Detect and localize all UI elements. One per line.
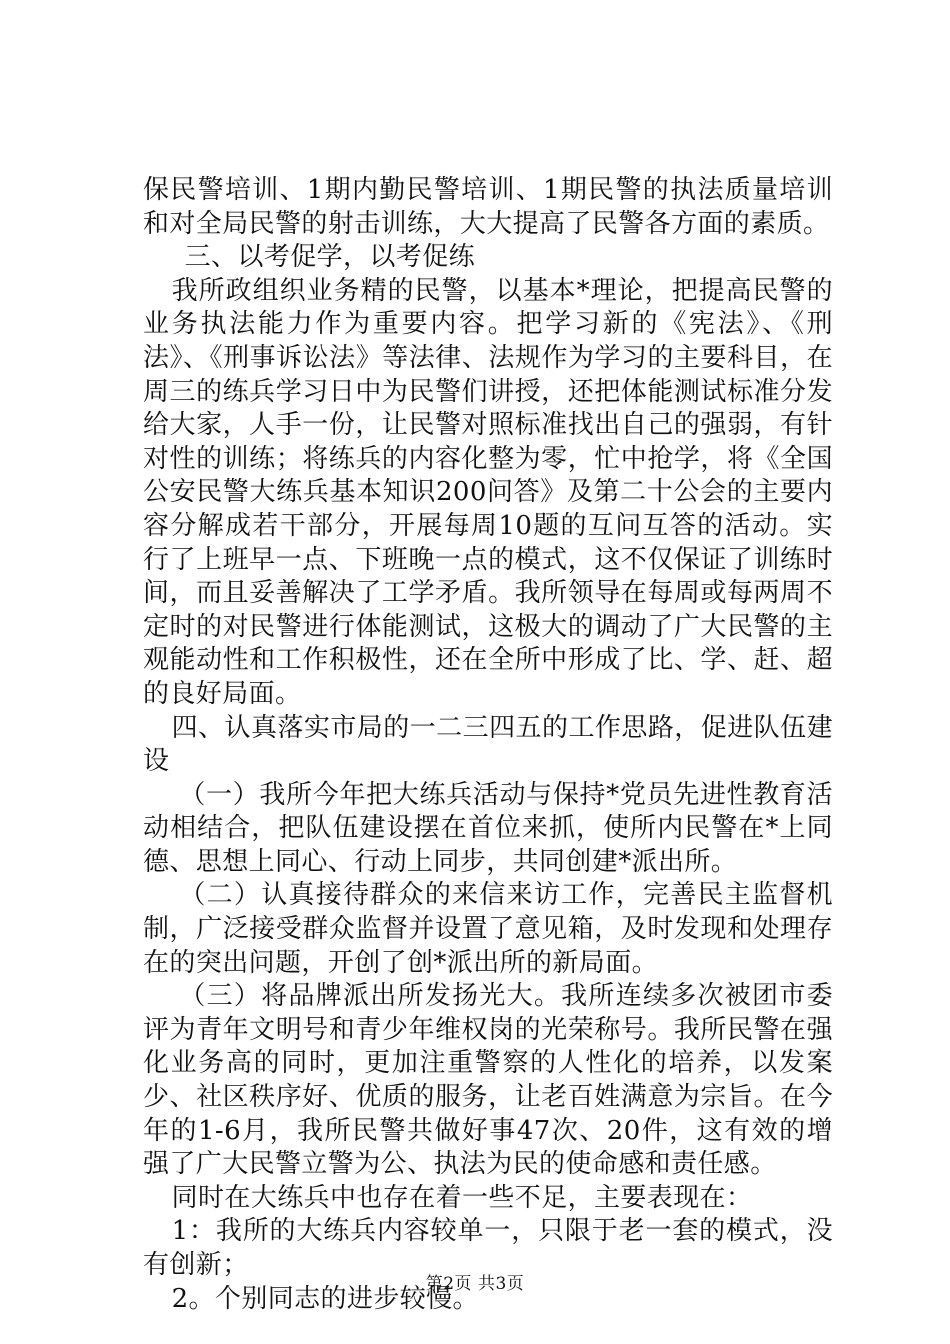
section-heading-3: 三、以考促学，以考促练: [184, 242, 475, 273]
paragraph-item-2: （二）认真接待群众的来信来访工作，完善民主监督机制，广泛接受群众监督并设置了意见箱，及时发现和处理存在的突出问题，开创了创*派出所的新局面。: [143, 880, 833, 978]
paragraph-shortcomings-intro: 同时在大练兵中也存在着一些不足，主要表现在：: [171, 1182, 753, 1213]
paragraph-shortcoming-1: 1：我所的大练兵内容较单一，只限于老一套的模式，没有创新；: [143, 1216, 833, 1280]
page-footer: 第2页 共3页: [425, 1274, 525, 1294]
paragraph-training-summary: 保民警培训、1期内勤民警培训、1期民警的执法质量培训和对全局民警的射击训练，大大提高了民警各方面的素质。: [143, 175, 833, 239]
paragraph-shortcoming-2: 2。个别同志的进步较慢。: [171, 1283, 479, 1314]
paragraph-item-1: （一）我所今年把大练兵活动与保持*党员先进性教育活动相结合，把队伍建设摆在首位来抓，使所内民警在*上同德、思想上同心、行动上同步，共同创建*派出所。: [143, 779, 833, 877]
section-heading-4: 四、认真落实市局的一二三四五的工作思路，促进队伍建设: [143, 712, 833, 777]
document-body: [143, 174, 833, 1316]
paragraph-item-3: （三）将品牌派出所发扬光大。我所连续多次被团市委评为青年文明号和青少年维权岗的光荣称号。我所民警在强化业务高的同时，更加注重警察的人性化的培养，以发案少、社区秩序好、优质的服务，让老百姓满意为宗旨。在今年的1-6月，我所民警共做好事47次、20件，这有效的增强了广大民警立警为公、执法为民的使命感和责任感。: [143, 981, 833, 1180]
paragraph-study-exam: 我所政组织业务精的民警，以基本*理论，把提高民警的业务执法能力作为重要内容。把学习新的《宪法》、《刑法》、《刑事诉讼法》等法律、法规作为学习的主要科目，在周三的练兵学习日中为民警们讲授，还把体能测试标准分发给大家，人手一份，让民警对照标准找出自己的强弱，有针对性的训练；将练兵的内容化整为零，忙中抢学，将《全国公安民警大练兵基本知识200问答》及第二十公会的主要内容分解成若干部分，开展每周10题的互问互答的活动。实行了上班早一点、下班晚一点的模式，这不仅保证了训练时间，而且妥善解决了工学矛盾。我所领导在每周或每两周不定时的对民警进行体能测试，这极大的调动了广大民警的主观能动性和工作积极性，还在全所中形成了比、学、赶、超的良好局面。: [143, 275, 833, 709]
